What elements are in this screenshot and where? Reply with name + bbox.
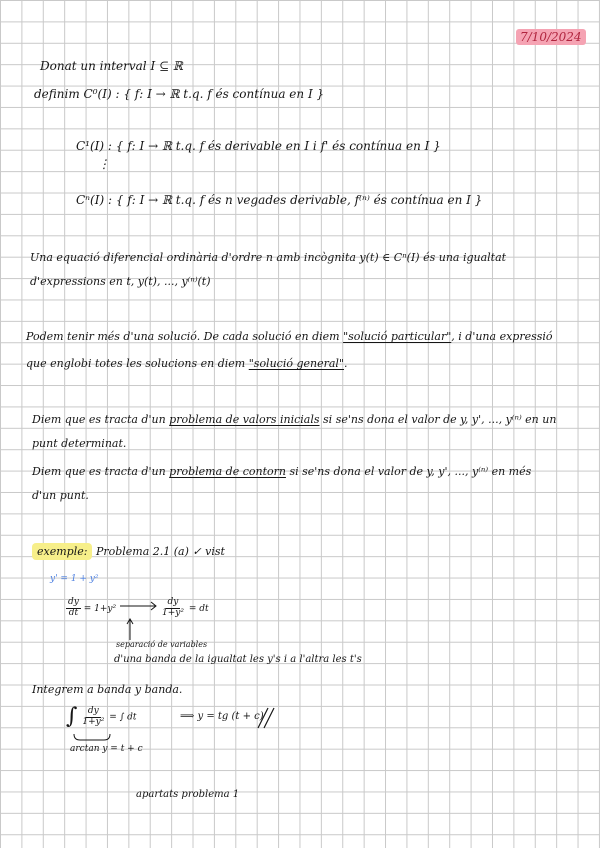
bvp-term: problema de contorn bbox=[169, 465, 286, 478]
vertical-dots: ⋮ bbox=[98, 157, 110, 171]
blue-equation: y' = 1 + y² bbox=[50, 574, 99, 584]
bvp-text-c: si se'ns dona el valor de y, y', ..., y⁽ⁿ⁾ en més bbox=[285, 465, 532, 478]
integral-sign: ∫ bbox=[66, 704, 78, 729]
ivp-text-a: Diem que es tracta d'un bbox=[32, 413, 170, 426]
ode-definition-line1: Una equació diferencial ordinària d'ordre n amb incògnita y(t) ∈ Cⁿ(I) és una igualtat bbox=[30, 251, 507, 264]
underbrace bbox=[74, 734, 110, 740]
separation-label: separació de variables bbox=[116, 640, 208, 649]
solutions-text-c: , i d'una expressió bbox=[451, 330, 553, 343]
separation-description: d'una banda de la igualtat les y's i a l'altra les t's bbox=[114, 654, 362, 665]
ivp-text-c: si se'ns dona el valor de y, y', ..., y⁽ⁿ⁾ en un bbox=[319, 413, 557, 426]
integrand-fraction: $\frac{dy}{\text{1+y²}}$ bbox=[82, 705, 105, 727]
example-label: exemple: bbox=[32, 543, 92, 560]
particular-solution-term: "solució particular" bbox=[343, 330, 452, 343]
ode-definition-line2: d'expressions en t, y(t), ..., y⁽ⁿ⁾(t) bbox=[30, 275, 211, 288]
example-reference: Problema 2.1 (a) ✓ vist bbox=[95, 545, 225, 558]
dt-right: = dt bbox=[188, 603, 209, 614]
ivp-term: problema de valors inicials bbox=[169, 413, 320, 426]
c1-definition: C¹(I) : { f: I → ℝ t.q. f és derivable en I i f' és contínua en I } bbox=[76, 139, 441, 153]
rhs-expression: 1+y² bbox=[94, 603, 117, 614]
integrate-line: Integrem a banda y banda. bbox=[32, 683, 183, 696]
cn-definition: Cⁿ(I) : { f: I → ℝ t.q. f és n vegades derivable, f⁽ⁿ⁾ és contínua en I } bbox=[76, 193, 483, 207]
dy-dt-fraction: $\frac{dy}{dt}$ bbox=[68, 597, 79, 618]
general-solution-term: "solució general" bbox=[248, 357, 345, 370]
slash-2 bbox=[264, 708, 274, 728]
result-equation: ⟹ y = tg (t + c) bbox=[180, 711, 264, 722]
separable-equation: $\frac{dy}{dt}$ = 1+y² bbox=[68, 597, 117, 618]
c0-definition: definim C⁰(I) : { f: I → ℝ t.q. f és contínua en I } bbox=[34, 87, 325, 101]
dy-over-fraction: $\frac{dy}{\text{1+y²}}$ bbox=[162, 597, 184, 618]
date-text: 7/10/2024 bbox=[516, 29, 586, 45]
bvp-text-a: Diem que es tracta d'un bbox=[32, 465, 170, 478]
intro-line: Donat un interval I ⊆ ℝ bbox=[40, 59, 183, 73]
solutions-text-a: Podem tenir més d'una solució. De cada solució en diem bbox=[26, 330, 344, 343]
bvp-line2: d'un punt. bbox=[32, 489, 89, 502]
integral-rhs: = ∫ dt bbox=[109, 712, 137, 723]
arctan-line: arctan y = t + c bbox=[70, 744, 143, 754]
ivp-line2: punt determinat. bbox=[32, 437, 127, 450]
pending-note: apartats problema 1 bbox=[136, 789, 240, 800]
slash-1 bbox=[258, 708, 268, 728]
solutions-text-e: . bbox=[344, 357, 348, 370]
solutions-text-d: que englobi totes les solucions en diem bbox=[26, 357, 249, 370]
